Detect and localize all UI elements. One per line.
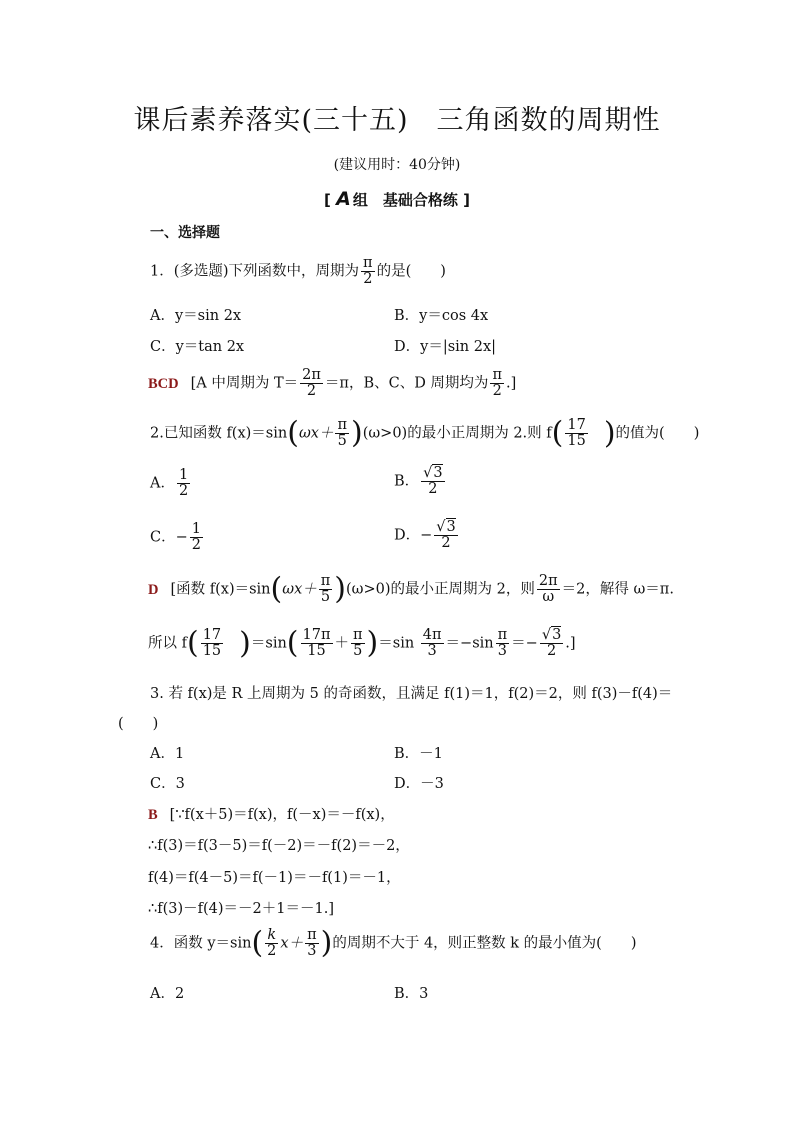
group-letter: A (336, 188, 351, 210)
q1-option-b: B．y＝cos 4x (394, 308, 489, 324)
q4-option-b: B．3 (394, 986, 429, 1002)
q3-answer: B (148, 807, 158, 823)
q2-explanation-line-2: 所以 f( $\frac{17}{15}$ )＝sin( $\frac{17\pi}{15}$ ＋ $\frac{\pi}{5}$ )＝sin $\frac{4\pi}{3}$ ＝−sin $\frac{\pi}{3}$ ＝− $\frac{√3}{2}$ .] (148, 625, 576, 661)
q2-option-a: A． $\frac{1}{2}$ (150, 467, 189, 500)
group-header (0, 188, 794, 210)
q1-stem-suffix: 的是( ) (376, 263, 446, 280)
q3-explanation-line-2: ∴f(3)＝f(3－5)＝f(－2)＝－f(2)＝－2， (148, 838, 410, 854)
q1-option-c: C．y＝tan 2x (150, 339, 245, 355)
group-label: 组 基础合格练 (352, 191, 458, 209)
section-heading: 一、选择题 (150, 225, 220, 241)
q1-option-d: D．y＝|sin 2x| (394, 339, 497, 355)
q1-exp-fraction-2: $\frac{\pi}{2}$ (492, 367, 502, 400)
page-title: 课后素养落实(三十五) 三角函数的周期性 (133, 105, 661, 136)
q1-period-fraction: $\frac{\pi}{2}$ (363, 255, 373, 288)
q2-answer: D (148, 581, 159, 598)
q3-option-d: D．－3 (394, 776, 444, 792)
q3-option-b: B．－1 (394, 746, 443, 762)
q1-exp-fraction: $\frac{2\pi}{2}$ (302, 367, 321, 400)
q2-option-c: C．− $\frac{1}{2}$ (150, 521, 201, 554)
q1-answer: BCD (148, 375, 179, 392)
q1-option-a: A．y＝sin 2x (150, 308, 242, 324)
q3-explanation-line-4: ∴f(3)－f(4)＝－2＋1＝－1.] (148, 901, 334, 917)
question-2: 2.已知函数 f(x)＝sin(ωx＋ $\frac{\pi}{5}$ )(ω>0)的最小正周期为 2.则 f( $\frac{17}{15}$ )的值为( ) (150, 415, 700, 451)
group-bracket-close: ] (463, 191, 470, 209)
q4-option-a: A．2 (150, 986, 185, 1002)
q1-stem-prefix: 1．(多选题)下列函数中，周期为 (150, 263, 360, 280)
group-bracket-open: [ (324, 191, 331, 209)
q1-explanation: BCD [A 中周期为 T＝ $\frac{2\pi}{2}$ ＝π，B、C、D 周期均为 $\frac{\pi}{2}$ .] (148, 367, 517, 400)
suggested-time: (建议用时：40分钟) (333, 157, 461, 173)
q3-answer-blank: ( ) (118, 716, 159, 732)
q2-explanation-line-1: D [函数 f(x)＝sin(ωx＋ $\frac{\pi}{5}$ )(ω>0)的最小正周期为 2，则 $\frac{2\pi}{\omega}$ ＝2，解得 ω＝π. (148, 571, 674, 607)
q3-option-c: C．3 (150, 776, 185, 792)
q3-explanation-line-3: f(4)＝f(4－5)＝f(－1)＝－f(1)＝－1， (148, 870, 401, 886)
q3-explanation-line-1: B [∵f(x＋5)＝f(x)，f(－x)＝－f(x)， (148, 807, 395, 823)
q3-option-a: A．1 (150, 746, 185, 762)
question-4: 4．函数 y＝sin( $\frac{k}{2}$ x＋ $\frac{\pi}{3}$ )的周期不大于 4，则正整数 k 的最小值为( ) (150, 925, 637, 961)
question-1 (150, 256, 446, 287)
question-3: 3. 若 f(x)是 R 上周期为 5 的奇函数，且满足 f(1)＝1，f(2)＝2，则 f(3)－f(4)＝ (150, 686, 673, 702)
q2-option-b: B． $\frac{√3}{2}$ (394, 465, 443, 498)
q2-option-d: D．− $\frac{√3}{2}$ (394, 519, 456, 552)
